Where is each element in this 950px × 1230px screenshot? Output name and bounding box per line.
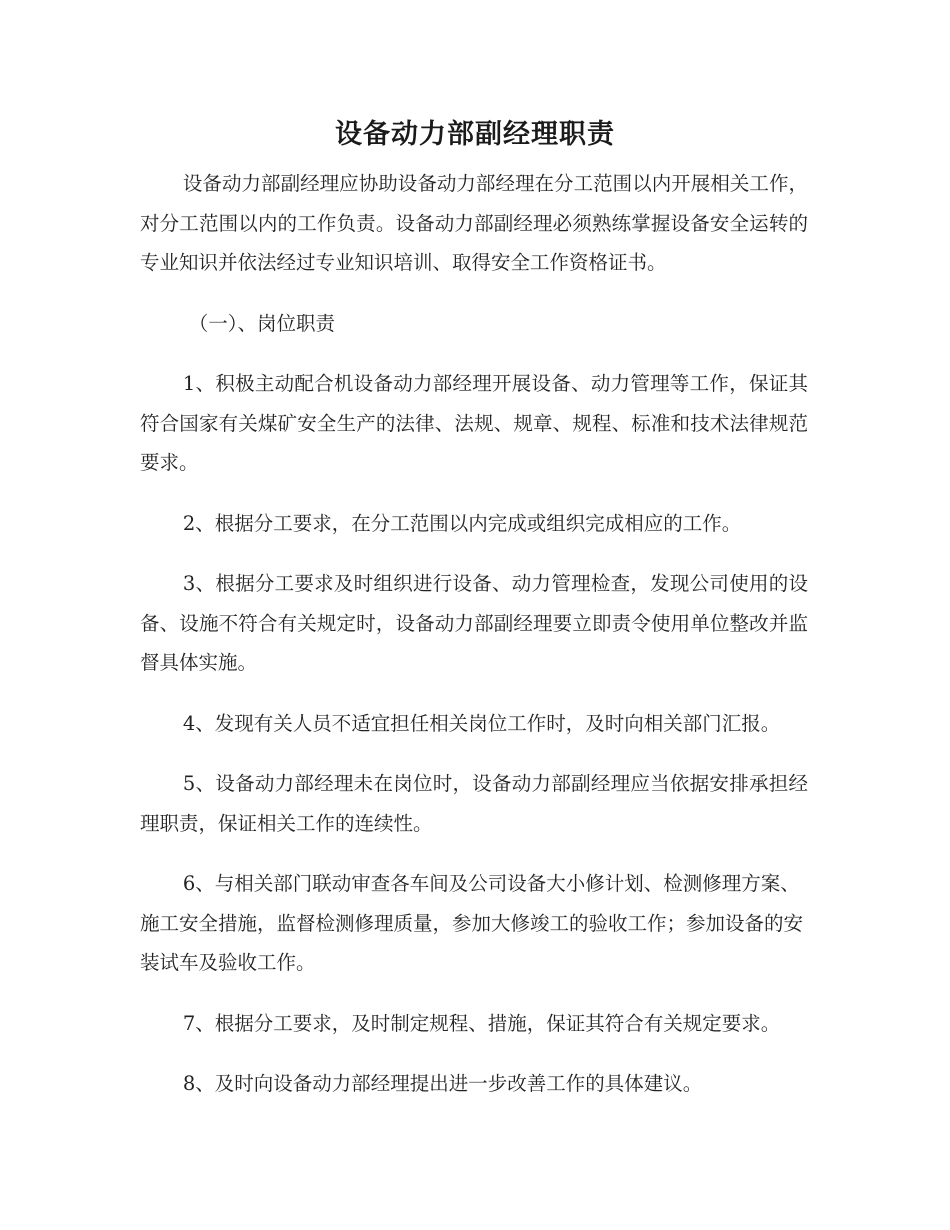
- duty-item-3: 3、根据分工要求及时组织进行设备、动力管理检查，发现公司使用的设备、设施不符合有关规定时，设备动力部副经理要立即责令使用单位整改并监督具体实施。: [140, 572, 808, 674]
- document-title: 设备动力部副经理职责: [335, 119, 615, 150]
- duty-item-6: 6、与相关部门联动审查各车间及公司设备大小修计划、检测修理方案、施工安全措施，监督检测修理质量，参加大修竣工的验收工作；参加设备的安装试车及验收工作。: [140, 872, 804, 974]
- intro-paragraph: 设备动力部副经理应协助设备动力部经理在分工范围以内开展相关工作，对分工范围以内的工作负责。设备动力部副经理必须熟练掌握设备安全运转的专业知识并依法经过专业知识培训、取得安全工作资格证书。: [140, 172, 808, 274]
- document-body: [140, 164, 808, 1125]
- duty-item-1: 1、积极主动配合机设备动力部经理开展设备、动力管理等工作，保证其符合国家有关煤矿安全生产的法律、法规、规章、规程、标准和技术法律规范要求。: [140, 372, 808, 474]
- duty-item-4: 4、发现有关人员不适宜担任相关岗位工作时，及时向相关部门汇报。: [182, 711, 781, 735]
- duty-item-2: 2、根据分工要求，在分工范围以内完成或组织完成相应的工作。: [182, 511, 742, 535]
- duty-item-8: 8、及时向设备动力部经理提出进一步改善工作的具体建议。: [182, 1072, 703, 1095]
- duty-item-7: 7、根据分工要求，及时制定规程、措施，保证其符合有关规定要求。: [182, 1011, 781, 1035]
- duty-item-5: 5、设备动力部经理未在岗位时，设备动力部副经理应当依据安排承担经理职责，保证相关工作的连续性。: [140, 772, 808, 835]
- section-heading: （一）、岗位职责: [188, 311, 336, 335]
